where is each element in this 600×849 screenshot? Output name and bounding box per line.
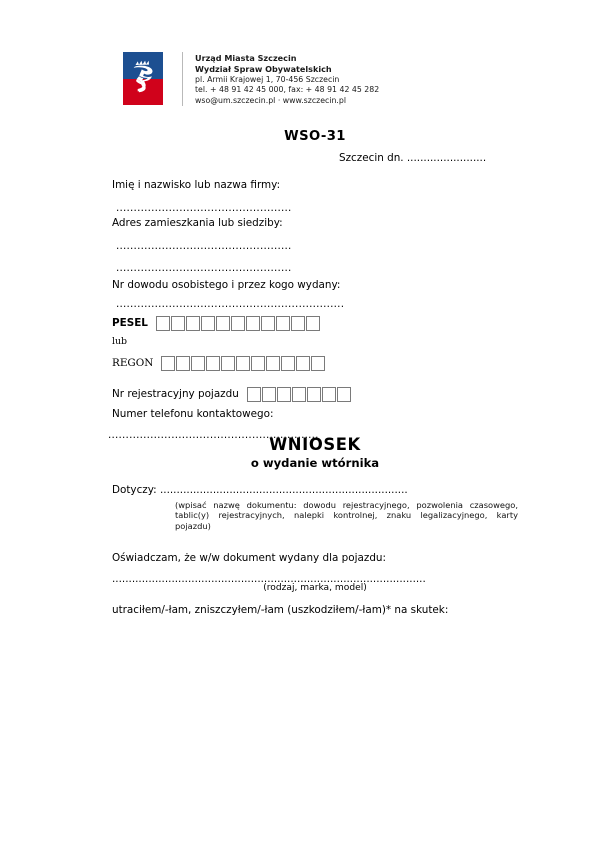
character-box[interactable] xyxy=(161,356,175,371)
org-phone-line: tel. + 48 91 42 45 000, fax: + 48 91 42 45 282 xyxy=(195,85,380,95)
character-box[interactable] xyxy=(201,316,215,331)
org-address-line: pl. Armii Krajowej 1, 70-456 Szczecin xyxy=(195,74,340,84)
character-box[interactable] xyxy=(221,356,235,371)
subject-hint xyxy=(175,500,518,531)
character-box[interactable] xyxy=(247,387,261,402)
character-box[interactable] xyxy=(216,316,230,331)
application-heading: WNIOSEK xyxy=(269,435,361,454)
org-name-line-1: Urząd Miasta Szczecin xyxy=(195,53,297,63)
field-plate-number[interactable] xyxy=(112,387,352,402)
label-regon: REGON xyxy=(112,357,154,370)
character-box[interactable] xyxy=(236,356,250,371)
input-subject[interactable]: ........................................................................... xyxy=(159,484,408,496)
declaration-cause: utraciłem/-łam, zniszczyłem/-łam (uszkodziłem/-łam)* na skutek: xyxy=(112,604,449,616)
character-box[interactable] xyxy=(306,316,320,331)
label-pesel: PESEL xyxy=(112,317,148,330)
application-subheading: o wydanie wtórnika xyxy=(250,456,380,470)
input-address-line-2[interactable]: .................................................. xyxy=(116,263,292,274)
szczecin-coat-of-arms-icon xyxy=(123,52,163,105)
label-lub: lub xyxy=(112,336,128,347)
vehicle-caption: (rodzaj, marka, model) xyxy=(263,583,367,593)
label-plate-number: Nr rejestracyjny pojazdu xyxy=(112,388,239,401)
character-box[interactable] xyxy=(277,387,291,402)
label-full-name: Imię i nazwisko lub nazwa firmy: xyxy=(112,179,281,191)
character-box[interactable] xyxy=(281,356,295,371)
field-pesel[interactable] xyxy=(112,316,321,331)
org-name-line-2: Wydział Spraw Obywatelskich xyxy=(195,63,332,74)
character-box[interactable] xyxy=(296,356,310,371)
character-box[interactable] xyxy=(337,387,351,402)
character-box[interactable] xyxy=(176,356,190,371)
letterhead-divider xyxy=(182,52,183,106)
subject-hint-line-2: tablic(y) rejestracyjnych, nalepki kontrolnej, znaku legalizacyjnego, karty xyxy=(175,510,518,521)
label-phone: Numer telefonu kontaktowego: xyxy=(112,408,274,420)
character-box[interactable] xyxy=(291,316,305,331)
character-box[interactable] xyxy=(266,356,280,371)
label-id-document: Nr dowodu osobistego i przez kogo wydany: xyxy=(112,279,341,291)
character-box[interactable] xyxy=(251,356,265,371)
character-box[interactable] xyxy=(276,316,290,331)
character-box[interactable] xyxy=(231,316,245,331)
label-address: Adres zamieszkania lub siedziby: xyxy=(112,217,283,229)
form-code: WSO-31 xyxy=(284,129,346,144)
input-vehicle[interactable]: ............................................................................................... xyxy=(112,574,426,585)
pesel-boxes[interactable] xyxy=(156,316,321,331)
input-address-line-1[interactable]: .................................................. xyxy=(116,241,292,252)
plate-number-boxes[interactable] xyxy=(247,387,352,402)
letterhead xyxy=(123,52,379,106)
character-box[interactable] xyxy=(186,316,200,331)
character-box[interactable] xyxy=(171,316,185,331)
character-box[interactable] xyxy=(206,356,220,371)
label-subject: Dotyczy: xyxy=(112,484,157,496)
character-box[interactable] xyxy=(307,387,321,402)
input-full-name[interactable]: .................................................. xyxy=(116,203,292,214)
character-box[interactable] xyxy=(261,316,275,331)
character-box[interactable] xyxy=(311,356,325,371)
character-box[interactable] xyxy=(191,356,205,371)
input-phone[interactable]: ............................................................ xyxy=(108,430,319,441)
letterhead-text xyxy=(195,52,379,106)
character-box[interactable] xyxy=(156,316,170,331)
character-box[interactable] xyxy=(322,387,336,402)
field-regon[interactable] xyxy=(112,356,326,371)
date-field[interactable]: Szczecin dn. ........................ xyxy=(339,152,487,164)
input-id-document[interactable]: ................................................................. xyxy=(116,299,345,310)
org-web-line: wso@um.szczecin.pl · www.szczecin.pl xyxy=(195,95,346,105)
declaration-intro: Oświadczam, że w/w dokument wydany dla pojazdu: xyxy=(112,552,387,564)
character-box[interactable] xyxy=(292,387,306,402)
character-box[interactable] xyxy=(262,387,276,402)
regon-boxes[interactable] xyxy=(161,356,326,371)
subject-row[interactable] xyxy=(112,485,408,495)
subject-hint-line-1: (wpisać nazwę dokumentu: dowodu rejestracyjnego, pozwolenia czasowego, xyxy=(175,500,518,510)
subject-hint-line-3: pojazdu) xyxy=(175,520,211,531)
character-box[interactable] xyxy=(246,316,260,331)
